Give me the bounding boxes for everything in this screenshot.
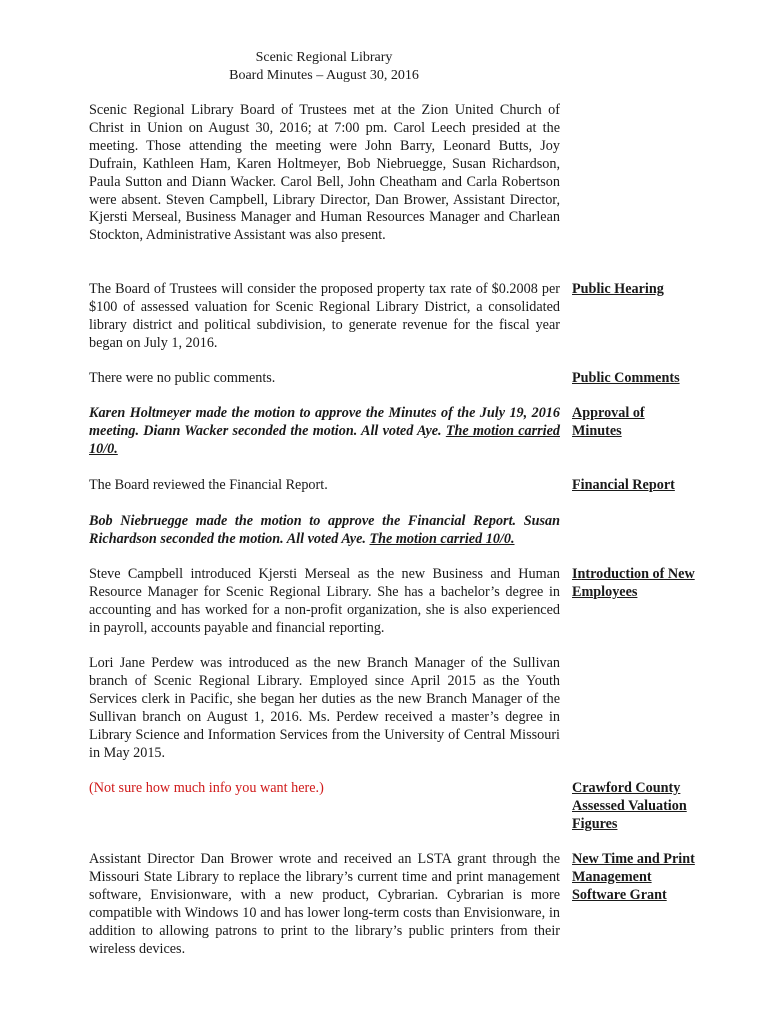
approval-minutes-motion — [89, 405, 560, 459]
financial-motion — [89, 513, 560, 549]
grant-heading: New Time and Print Management Software Grant — [572, 851, 695, 903]
financial-motion-result: The motion carried 10/0. — [369, 530, 515, 547]
document-subtitle: Board Minutes – August 30, 2016 — [229, 68, 419, 83]
public-comments-heading: Public Comments — [572, 370, 680, 386]
public-hearing-heading: Public Hearing — [572, 281, 664, 297]
intro-paragraph: Scenic Regional Library Board of Trustees met at the Zion United Church of Christ in Union on August 30, 2016; at 7:00 pm. Carol Leech presided at the meeting. Those attending the meeting were John Barry, Leonard Butts, Joy Dufrain, Kathleen Ham, Karen Holtmeyer, Bob Niebruegge, Susan Richardson, Paula Sutton and Diann Wacker. Carol Bell, John Cheatham and Carla Robertson were absent. Steven Campbell, Library Director, Dan Brower, Assistant Director, Kjersti Merseal, Business Manager and Human Resources Manager and Charlean Stockton, Administrative Assistant was also present. — [89, 102, 560, 244]
crawford-note: (Not sure how much info you want here.) — [89, 780, 324, 796]
financial-report-text: The Board reviewed the Financial Report. — [89, 477, 328, 493]
new-employees-heading: Introduction of New Employees — [572, 566, 695, 600]
grant-text: Assistant Director Dan Brower wrote and received an LSTA grant through the Missouri State Library to replace the library’s current time and print management software, Envisionware, with a new product, Cybrarian. Cybrarian is more compatible with Windows 10 and has lower long-term costs than Envisionware, in addition to allowing patrons to print to the library’s public printers from their wireless devices. — [89, 851, 560, 957]
financial-report-heading: Financial Report — [572, 477, 675, 493]
new-employee-merseal-text: Steve Campbell introduced Kjersti Merseal as the new Business and Human Resource Manager for Scenic Regional Library. She has a bachelor’s degree in accounting and has worked for a non-profit organization, she is also experienced in payroll, accounts payable and financial reporting. — [89, 566, 560, 636]
crawford-heading: Crawford County Assessed Valuation Figures — [572, 780, 687, 832]
public-hearing-text: The Board of Trustees will consider the proposed property tax rate of $0.2008 per $100 of assessed valuation for Scenic Regional Library District, a consolidated library district and political subdivision, to generate revenue for the fiscal year began on July 1, 2016. — [89, 281, 560, 351]
approval-motion-text: Karen Holtmeyer made the motion to approve the Minutes of the July 19, 2016 meeting. Diann Wacker seconded the motion. All voted Aye. — [89, 405, 560, 439]
new-employee-perdew-text: Lori Jane Perdew was introduced as the new Branch Manager of the Sullivan branch of Scenic Regional Library. Employed since April 2015 as the Youth Services clerk in Pacific, she began her duties as the new Branch Manager of the Sullivan branch on August 1, 2016. Ms. Perdew received a master’s degree in Library Science and Information Services from the University of Central Missouri in May 2015. — [89, 655, 560, 761]
document-org-title: Scenic Regional Library — [255, 50, 393, 65]
financial-motion-text: Bob Niebruegge made the motion to approve the Financial Report. Susan Richardson seconded the motion. All voted Aye. — [89, 513, 560, 547]
public-comments-text: There were no public comments. — [89, 370, 276, 386]
approval-minutes-heading: Approval of Minutes — [572, 405, 645, 439]
approval-motion-result: The motion carried 10/0. — [89, 422, 560, 457]
